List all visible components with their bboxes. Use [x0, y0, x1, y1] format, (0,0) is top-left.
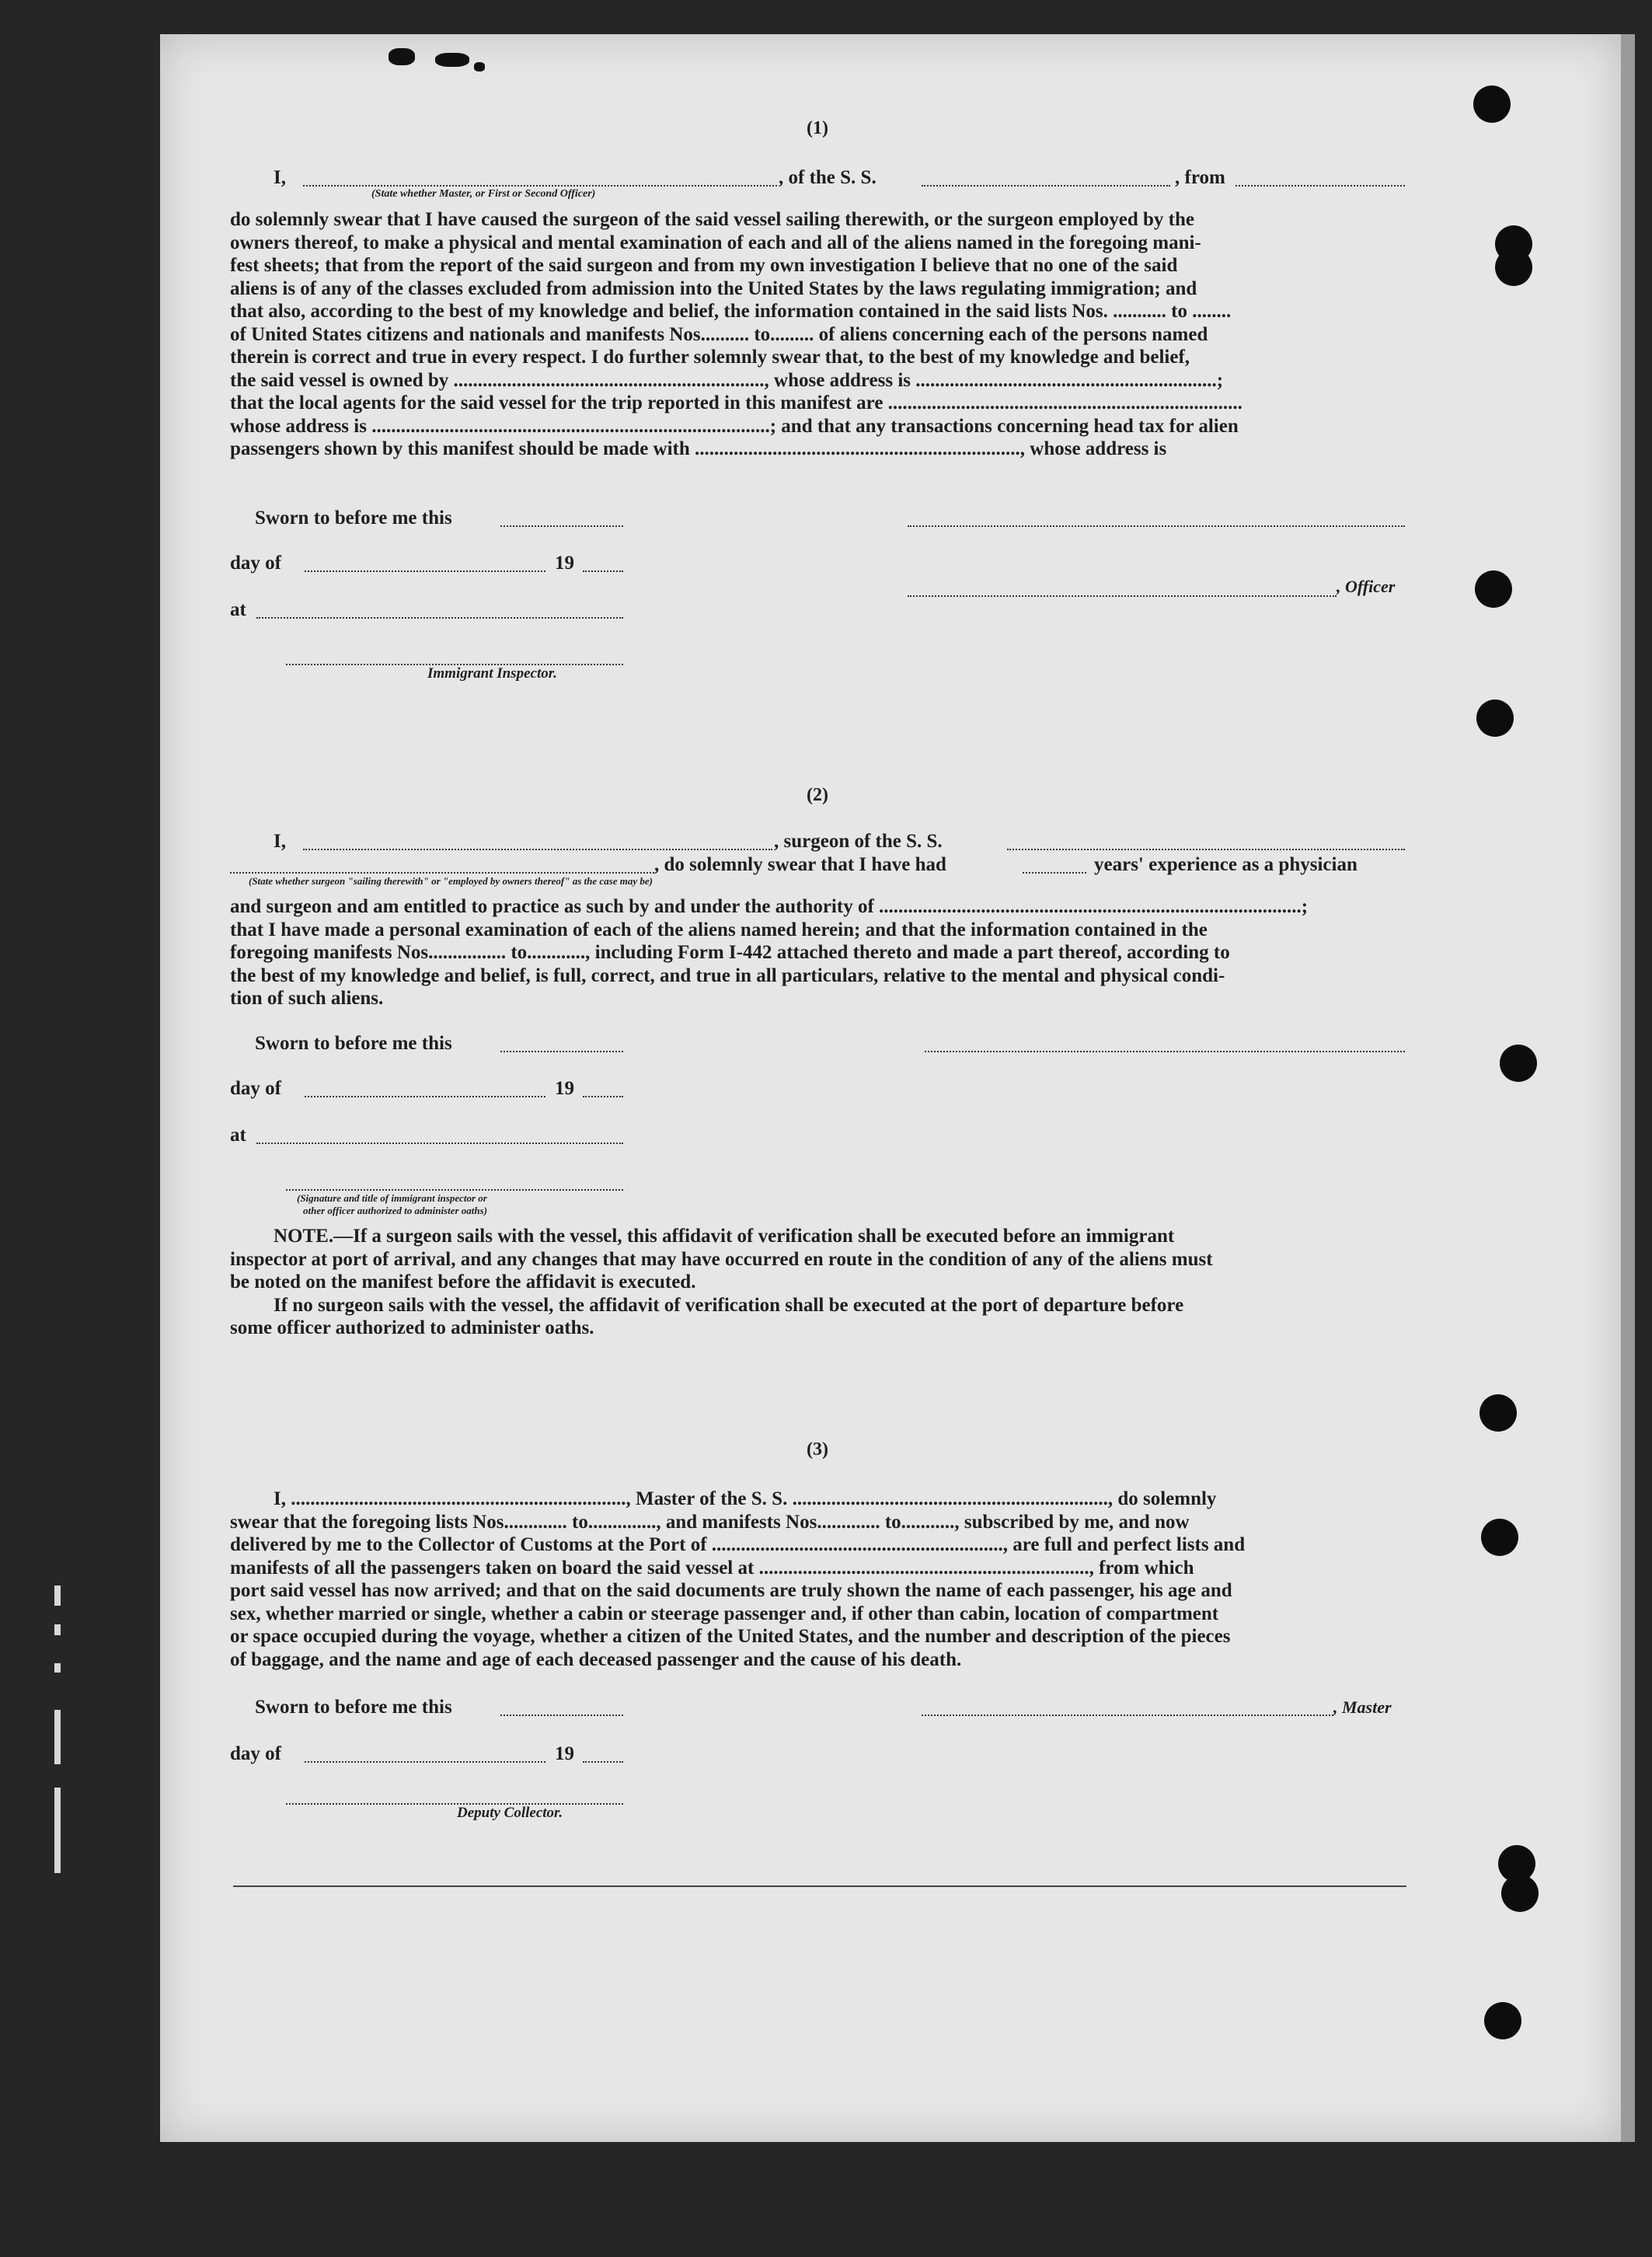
surgeon-signature-field[interactable] [925, 1051, 1405, 1052]
at-label: at [230, 599, 246, 620]
swear-years-label: , do solemnly swear that I have had [654, 854, 946, 875]
years-field[interactable] [1023, 872, 1086, 874]
day-of-label: day of [230, 1078, 281, 1099]
inspector-label: Immigrant Inspector. [427, 665, 557, 682]
binder-hole [1475, 570, 1512, 608]
month-field[interactable] [305, 1096, 545, 1097]
year-field[interactable] [583, 1096, 623, 1097]
section-2-oath-text [230, 895, 1411, 1010]
binder-hole [1473, 85, 1511, 123]
sworn-day-field[interactable] [500, 525, 623, 527]
binder-hole [1484, 2002, 1521, 2039]
bottom-rule [233, 1885, 1406, 1887]
oath-line: and surgeon and am entitled to practice as such by and under the authority of .......................................................................................; [230, 896, 1309, 917]
oath-line: owners thereof, to make a physical and mental examination of each and all of the aliens named in the foregoing mani- [230, 232, 1201, 253]
sworn-label: Sworn to before me this [255, 508, 452, 528]
inspector-caption-1: (Signature and title of immigrant inspector or [297, 1192, 487, 1204]
edge-mark [54, 1710, 61, 1764]
binder-hole [1479, 1394, 1517, 1432]
oath-line: delivered by me to the Collector of Customs at the Port of ............................................................, are full and perfect lists and [230, 1534, 1246, 1555]
year-label: 19 [555, 1078, 574, 1099]
oath-line: therein is correct and true in every respect. I do further solemnly swear that, to the best of my knowledge and belief, [230, 347, 1190, 368]
section-2-i: I, [274, 831, 286, 852]
oath-line: or space occupied during the voyage, whether a citizen of the United States, and the number and description of the pieces [230, 1626, 1231, 1647]
oath-line: foregoing manifests Nos................ to............, including Form I-442 attached thereto and made a part thereof, according to [230, 942, 1230, 963]
collector-signature-field[interactable] [286, 1803, 623, 1805]
binder-hole [1481, 1519, 1518, 1556]
ink-blot [435, 53, 469, 67]
surgeon-name-field[interactable] [303, 849, 772, 850]
binder-hole [1501, 1875, 1539, 1912]
year-field[interactable] [583, 570, 623, 572]
oath-line: of baggage, and the name and age of each deceased passenger and the cause of his death. [230, 1648, 962, 1670]
of-ss-label: , of the S. S. [779, 167, 877, 188]
oath-line: that also, according to the best of my knowledge and belief, the information contained in the said lists Nos. ........... to ........ [230, 301, 1232, 322]
inspector-signature-field[interactable] [286, 1189, 623, 1191]
oath-line: do solemnly swear that I have caused the surgeon of the said vessel sailing therewith, or the surgeon employed by the [230, 209, 1194, 230]
oath-line: port said vessel has now arrived; and that on the said documents are truly shown the name of each passenger, his age and [230, 1580, 1232, 1601]
from-label: , from [1175, 167, 1225, 188]
binder-hole [1495, 249, 1532, 286]
section-3-number: (3) [807, 1439, 828, 1460]
section-1-i: I, [274, 167, 286, 188]
year-label: 19 [555, 553, 574, 574]
note-line: If no surgeon sails with the vessel, the affidavit of verification shall be executed at the port of departure before [274, 1294, 1184, 1316]
oath-line: aliens is of any of the classes excluded from admission into the United States by the laws regulating immigration; and [230, 277, 1197, 299]
note-line: inspector at port of arrival, and any changes that may have occurred en route in the condition of any of the aliens must [230, 1248, 1213, 1270]
binder-hole [1500, 1045, 1537, 1082]
edge-mark [54, 1788, 61, 1873]
oath-line: passengers shown by this manifest should be made with ..................................................................., whose address is [230, 438, 1167, 459]
note-line: be noted on the manifest before the affidavit is executed. [230, 1272, 696, 1292]
surgeon-type-caption: (State whether surgeon "sailing therewith" or "employed by owners thereof" as the case may be) [249, 875, 653, 887]
oath-line: whose address is ..................................................................................; and that any transactions concerning head tax for alien [230, 415, 1239, 437]
section-2-number: (2) [807, 785, 828, 805]
ink-blot [474, 62, 485, 72]
oath-line: swear that the foregoing lists Nos............. to.............., and manifests Nos............. to..........., subscribed by me, and now [230, 1511, 1190, 1533]
page-edge-shadow [1621, 34, 1635, 2142]
at-place-field[interactable] [256, 617, 623, 619]
surgeon-vessel-field[interactable] [1007, 849, 1405, 850]
oath-line: I, ....................................................................., Master of the S. S. ................................................................., do solemnly [274, 1488, 1217, 1509]
oath-line: that I have made a personal examination of each of the aliens named herein; and that the information contained in the [230, 919, 1208, 940]
edge-mark [54, 1624, 61, 1635]
oath-line: that the local agents for the said vessel for the trip reported in this manifest are ......................................................................... [230, 392, 1242, 413]
inspector-caption-2: other officer authorized to administer oaths) [303, 1205, 488, 1216]
day-of-label: day of [230, 553, 281, 574]
note-line: some officer authorized to administer oaths. [230, 1317, 594, 1338]
year-field[interactable] [583, 1761, 623, 1763]
departure-port-field[interactable] [1236, 185, 1405, 187]
surgeon-of-label: , surgeon of the S. S. [774, 831, 943, 852]
oath-line: tion of such aliens. [230, 988, 384, 1009]
sworn-day-field[interactable] [500, 1051, 623, 1052]
day-of-label: day of [230, 1743, 281, 1764]
edge-mark [54, 1585, 61, 1606]
month-field[interactable] [305, 570, 545, 572]
note-line: NOTE.—If a surgeon sails with the vessel, this affidavit of verification shall be executed before an immigrant [274, 1226, 1175, 1247]
vessel-name-field[interactable] [922, 185, 1170, 187]
oath-line: the best of my knowledge and belief, is full, correct, and true in all particulars, relative to the mental and physical condi- [230, 965, 1225, 986]
sworn-label: Sworn to before me this [255, 1697, 452, 1718]
section-1-number: (1) [807, 118, 828, 138]
oath-line: manifests of all the passengers taken on board the said vessel at ...................................................................., from which [230, 1557, 1194, 1579]
years-experience-label: years' experience as a physician [1094, 854, 1357, 875]
sworn-day-field[interactable] [500, 1715, 623, 1716]
binder-hole [1476, 699, 1514, 737]
at-label: at [230, 1125, 246, 1146]
section-3-oath-text [230, 1488, 1411, 1671]
master-label: , Master [1333, 1697, 1392, 1717]
section-2-note [230, 1225, 1411, 1340]
year-label: 19 [555, 1743, 574, 1764]
deputy-collector-label: Deputy Collector. [457, 1805, 563, 1821]
officer-line[interactable] [908, 595, 1337, 597]
section-1-oath-text [230, 208, 1411, 461]
oath-line: of United States citizens and nationals and manifests Nos.......... to......... of aliens concerning each of the persons named [230, 323, 1208, 345]
oath-line: sex, whether married or single, whether a cabin or steerage passenger and, if other than cabin, location of compartment [230, 1603, 1219, 1624]
ink-blot [389, 48, 415, 65]
sworn-label: Sworn to before me this [255, 1033, 452, 1054]
at-place-field[interactable] [256, 1142, 623, 1144]
officer-label: , Officer [1337, 577, 1396, 596]
oath-line: the said vessel is owned by ................................................................, whose address is ..............................................................; [230, 369, 1224, 391]
oath-line: fest sheets; that from the report of the said surgeon and from my own investigation I believe that no one of the said [230, 255, 1178, 276]
month-field[interactable] [305, 1761, 545, 1763]
master-title-field[interactable] [303, 185, 777, 187]
edge-mark [54, 1663, 61, 1673]
officer-signature-field[interactable] [908, 525, 1405, 527]
surgeon-type-field[interactable] [230, 872, 654, 874]
master-title-caption: (State whether Master, or First or Second Officer) [371, 188, 596, 200]
master-signature-field[interactable] [922, 1715, 1333, 1716]
